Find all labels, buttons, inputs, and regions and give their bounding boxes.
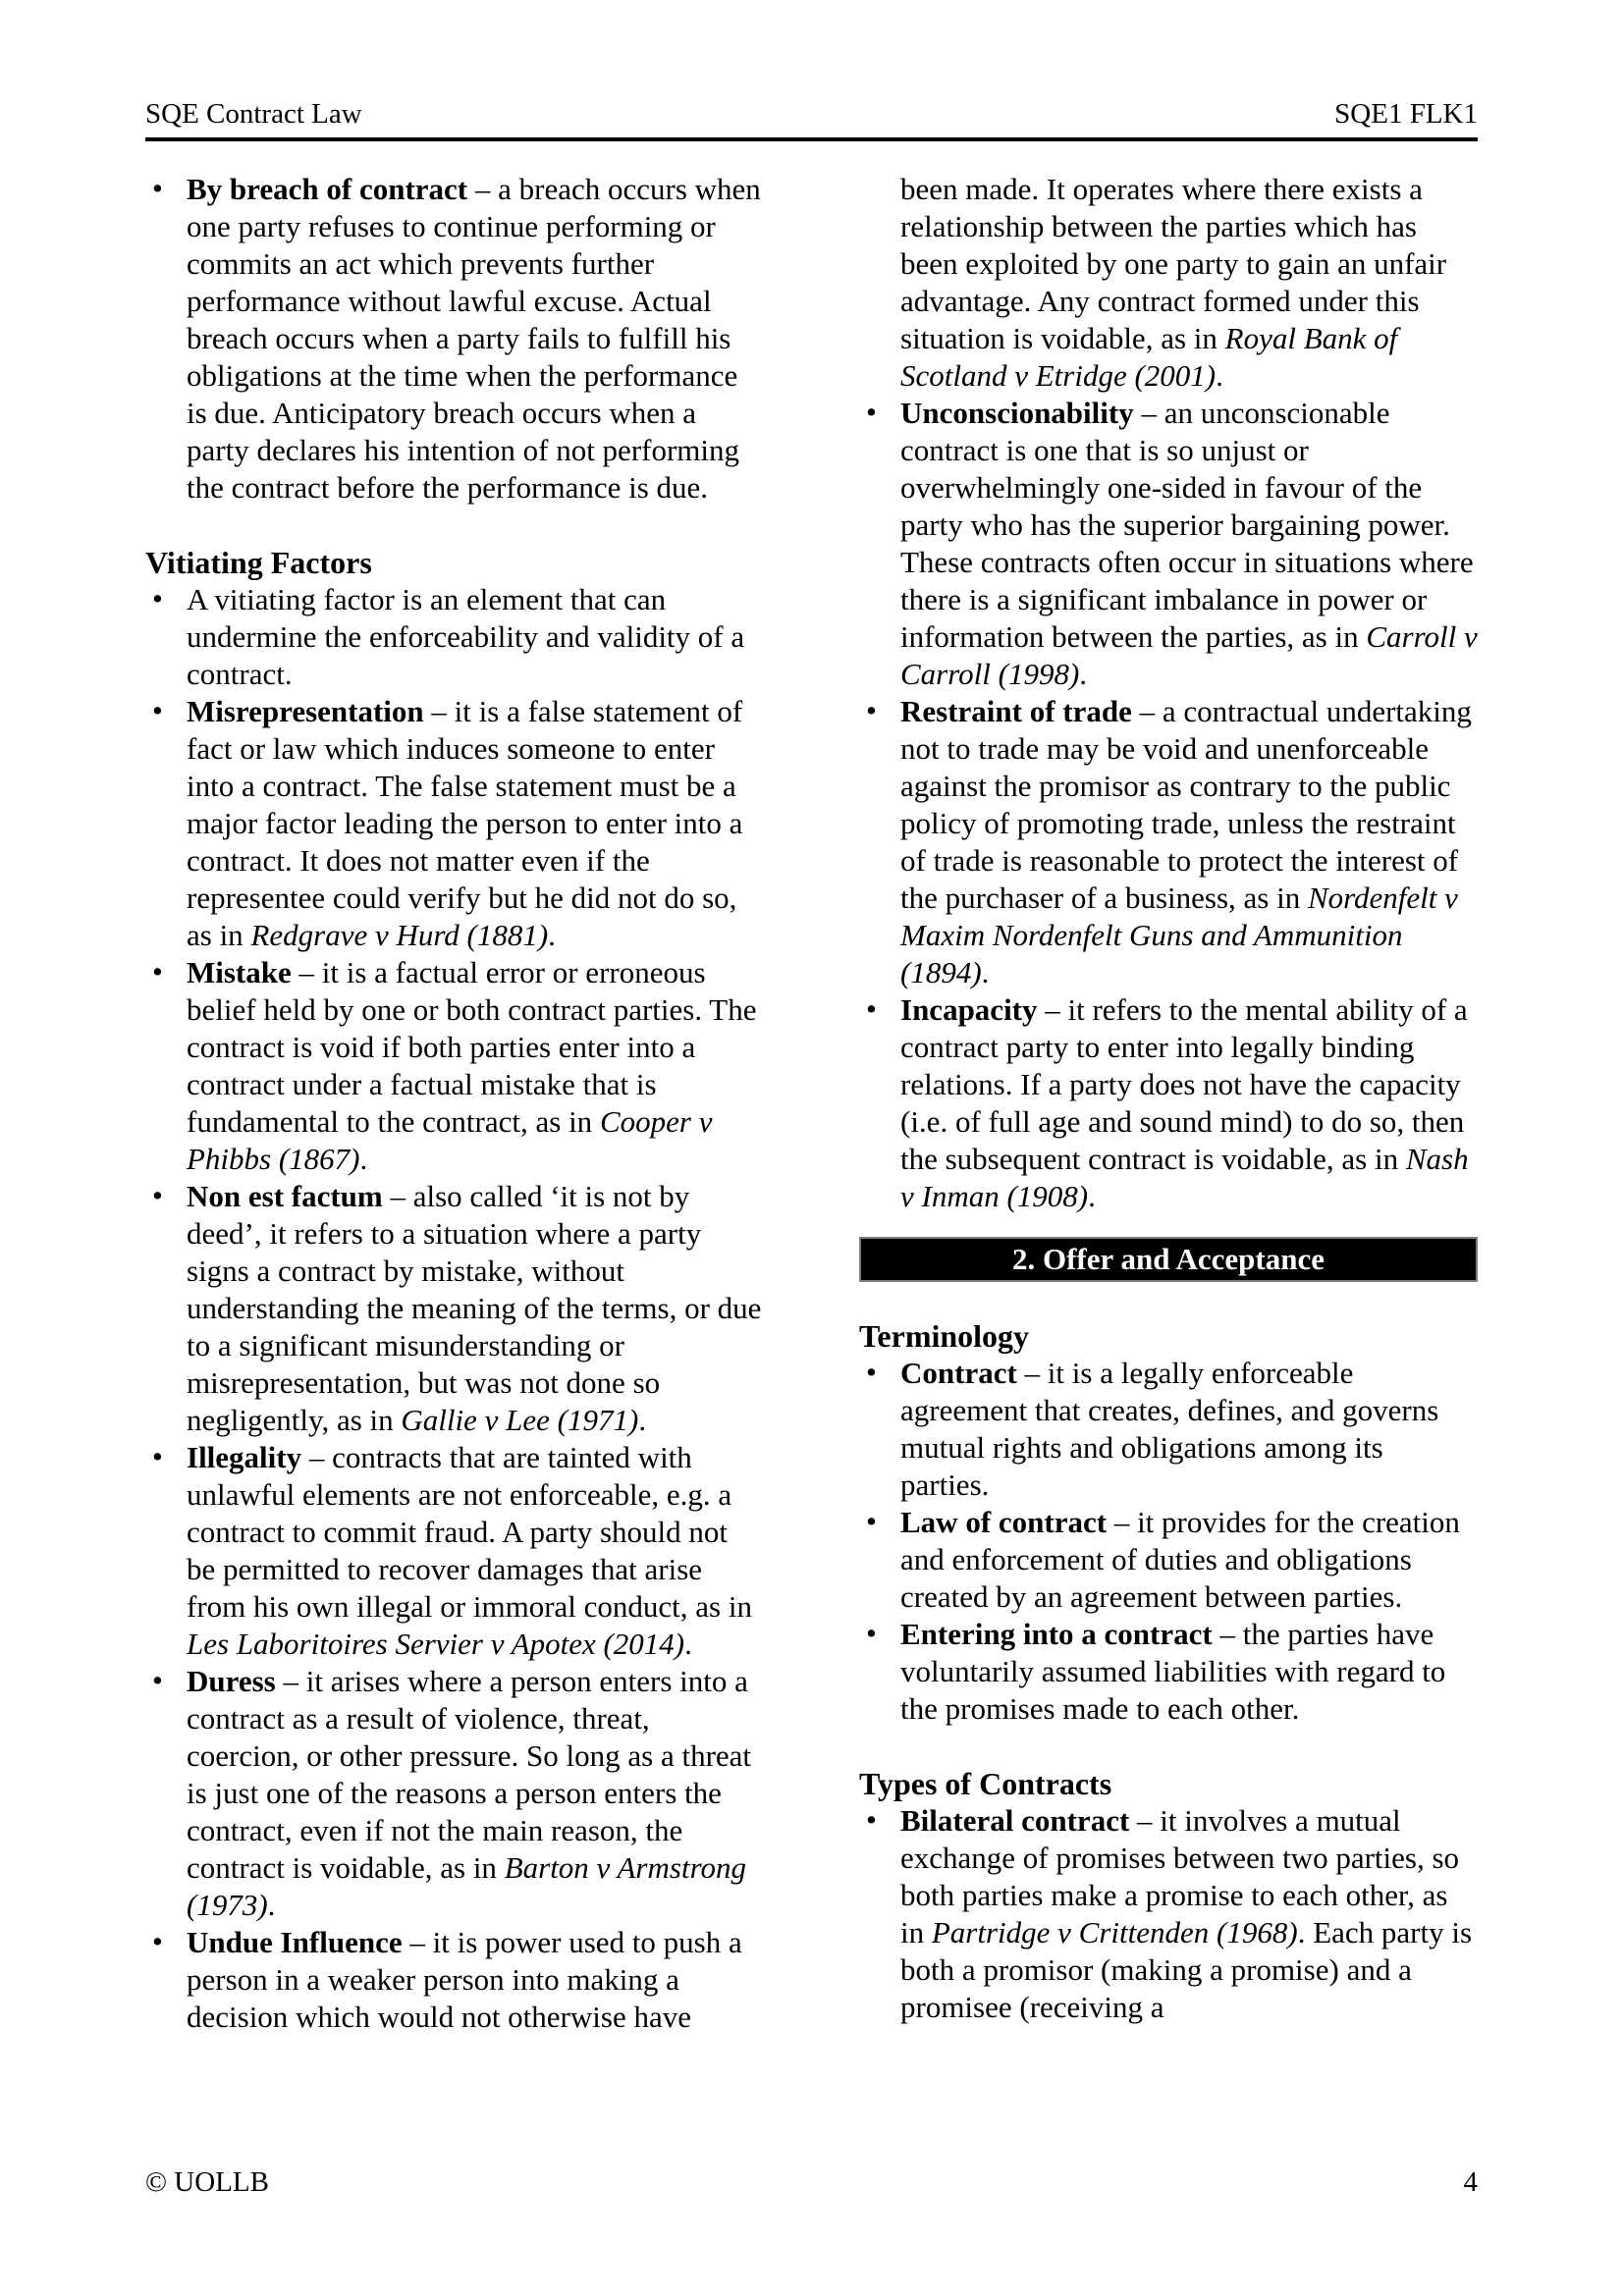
bullet-icon: • [152, 954, 163, 989]
body-text: – a contractual undertaking not to trade may be void and unenforceable against the promisor as contrary to the public policy of promoting trade, unless the restraint of trade is reasonable to protect the interest of the purchaser of a business, as in [900, 694, 1472, 916]
bullet-icon: • [866, 1616, 877, 1651]
body-text: – an unconscionable contract is one that is so unjust or overwhelmingly one-sided in favour of the party who has the superior bargaining power. These contracts often occur in situations where there is a significant imbalance in power or information between the parties, as in [900, 396, 1474, 655]
bullet-item-law-of-contract [859, 1504, 1478, 1616]
bullet-icon: • [866, 991, 877, 1027]
bullet-item-incapacity [859, 991, 1478, 1215]
header-code: SQE1 FLK1 [1334, 98, 1478, 130]
page-footer [145, 2165, 1478, 2200]
bullet-icon: • [152, 581, 163, 616]
body-text: . [981, 955, 990, 990]
body-text: . [684, 1627, 692, 1662]
body-text: – it arises where a person enters into a contract as a result of violence, threat, coercion, or other pressure. So long as a threat is just one of the reasons a person enters the contract, even if not the main reason, the contract is voidable, as in [187, 1664, 752, 1886]
body-text: – a breach occurs when one party refuses to continue performing or commits an act which prevents further performance without lawful excuse. Actual breach occurs when a party fails to fulfill his obligations at the time when the performance is due. Anticipatory breach occurs when a party declares his intention of not performing the contract before the performance is due. [187, 172, 761, 506]
body-text: – also called ‘it is not by deed’, it refers to a situation where a party signs a contract by mistake, without understanding the meaning of the terms, or due to a significant misunderstanding or misrepresentation, but was not done so negligently, as in [187, 1179, 762, 1438]
body-text: A vitiating factor is an element that can undermine the enforceability and validity of a contract. [187, 582, 745, 692]
bullet-list-vitiating-continued [859, 395, 1478, 1215]
header-rule [145, 137, 1478, 141]
body-text: – it is a legally enforceable agreement that creates, defines, and governs mutual rights and obligations among its parties. [900, 1356, 1439, 1503]
term-contract: Contract [900, 1356, 1017, 1391]
term-unconscionability: Unconscionability [900, 396, 1134, 431]
term-restraint-of-trade: Restraint of trade [900, 694, 1132, 729]
bullet-icon: • [866, 1802, 877, 1838]
case-citation: Cooper v Phibbs (1867) [187, 1104, 713, 1177]
bullet-list-types-of-contracts [859, 1802, 1478, 2026]
term-undue-influence: Undue Influence [187, 1925, 403, 1960]
term-entering-into-a-contract: Entering into a contract [900, 1617, 1213, 1652]
left-column [145, 171, 764, 2036]
body-text: been made. It operates where there exists a relationship between the parties which has been exploited by one party to gain an unfair advantage. Any contract formed under this situation is voidable, as in [900, 172, 1447, 356]
term-misrepresentation: Misrepresentation [187, 694, 424, 729]
bullet-icon: • [866, 1504, 877, 1539]
case-citation: Nash v Inman (1908) [900, 1142, 1469, 1214]
bullet-list-terminology [859, 1355, 1478, 1728]
continuation-paragraph [859, 171, 1478, 395]
term-illegality: Illegality [187, 1440, 302, 1475]
bullet-icon: • [866, 693, 877, 728]
bullet-list-vitiating-factors [145, 581, 764, 2036]
page-header [145, 98, 1478, 131]
bullet-item-duress [145, 1663, 764, 1924]
case-citation: Barton v Armstrong (1973) [187, 1850, 746, 1923]
header-title: SQE Contract Law [145, 98, 362, 130]
body-text: – it is power used to push a person in a weaker person into making a decision which would not otherwise have [187, 1925, 742, 2035]
body-text: – it involves a mutual exchange of promises between two parties, so both parties make a promise to each other, as in [900, 1803, 1460, 1950]
term-mistake: Mistake [187, 955, 292, 990]
bullet-item-restraint-of-trade [859, 693, 1478, 991]
body-text: . [638, 1403, 647, 1438]
two-column-layout [145, 171, 1478, 2036]
bullet-icon: • [866, 1355, 877, 1390]
bullet-item-undue-influence [145, 1924, 764, 2036]
case-citation: Royal Bank of Scotland v Etridge (2001) [900, 321, 1398, 394]
term-incapacity: Incapacity [900, 992, 1038, 1028]
bullet-item-non-est-factum [145, 1178, 764, 1439]
footer-page-number: 4 [1463, 2166, 1478, 2198]
case-citation: Carroll v Carroll (1998) [900, 619, 1478, 692]
bullet-item-by-breach-of-contract [145, 171, 764, 507]
term-non-est-factum: Non est factum [187, 1179, 383, 1214]
body-text: – it refers to the mental ability of a contract party to enter into legally binding relations. If a party does not have the capacity (i.e. of full age and sound mind) to do so, then the subsequent contract is voidable, as in [900, 992, 1468, 1177]
bullet-icon: • [152, 693, 163, 728]
body-text: . [267, 1888, 276, 1923]
case-citation: Gallie v Lee (1971) [401, 1403, 639, 1438]
term-law-of-contract: Law of contract [900, 1505, 1108, 1540]
body-text: – it provides for the creation and enforcement of duties and obligations created by an agreement between parties. [900, 1505, 1460, 1615]
bullet-icon: • [866, 395, 877, 430]
bullet-item-unconscionability [859, 395, 1478, 693]
bullet-icon: • [152, 1924, 163, 1959]
section-banner-offer-and-acceptance: 2. Offer and Acceptance [859, 1237, 1478, 1282]
term-duress: Duress [187, 1664, 276, 1699]
section-heading-terminology: Terminology [859, 1318, 1030, 1355]
bullet-icon: • [152, 1439, 163, 1474]
bullet-item-mistake [145, 954, 764, 1178]
body-text: . [1216, 358, 1223, 394]
bullet-item-vitiating-intro [145, 581, 764, 693]
bullet-list-breach [145, 171, 764, 507]
footer-copyright: © UOLLB [145, 2166, 269, 2198]
body-text: . [1079, 657, 1088, 692]
bullet-icon: • [152, 171, 163, 206]
bullet-item-bilateral-contract [859, 1802, 1478, 2026]
body-text: – it is a factual error or erroneous belief held by one or both contract parties. The contract is void if both parties enter into a contract under a factual mistake that is fundamental to the contract, as in [187, 955, 757, 1140]
case-citation: Les Laboritoires Servier v Apotex (2014) [187, 1627, 685, 1662]
case-citation: Redgrave v Hurd (1881) [250, 918, 549, 953]
bullet-icon: • [152, 1663, 163, 1698]
body-text: . Each party is both a promisor (making a promise) and a promisee (receiving a [900, 1915, 1473, 2025]
term-bilateral-contract: Bilateral contract [900, 1803, 1130, 1839]
bullet-item-contract [859, 1355, 1478, 1504]
case-citation: Nordenfelt v Maxim Nordenfelt Guns and Ammunition (1894) [900, 881, 1458, 990]
body-text: – contracts that are tainted with unlawful elements are not enforceable, e.g. a contract to commit fraud. A party should not be permitted to recover damages that arise from his own illegal or immoral conduct, as in [187, 1440, 752, 1625]
section-heading-types-of-contracts: Types of Contracts [859, 1766, 1112, 1802]
bullet-item-entering-into-a-contract [859, 1616, 1478, 1728]
bullet-item-misrepresentation [145, 693, 764, 954]
right-column [859, 171, 1478, 2036]
body-text: – the parties have voluntarily assumed liabilities with regard to the promises made to each other. [900, 1617, 1446, 1727]
bullet-icon: • [152, 1178, 163, 1213]
body-text: . [1088, 1179, 1096, 1214]
term-by-breach-of-contract: By breach of contract [187, 172, 468, 207]
section-heading-vitiating-factors: Vitiating Factors [145, 545, 372, 581]
body-text: – it is a false statement of fact or law which induces someone to enter into a contract. The false statement must be a major factor leading the person to enter into a contract. It does not matter even if the representee could verify but he did not do so, as in [187, 694, 743, 953]
body-text: . [548, 918, 556, 953]
case-citation: Partridge v Crittenden (1968) [931, 1915, 1298, 1950]
bullet-item-illegality [145, 1439, 764, 1663]
body-text: . [359, 1142, 368, 1177]
